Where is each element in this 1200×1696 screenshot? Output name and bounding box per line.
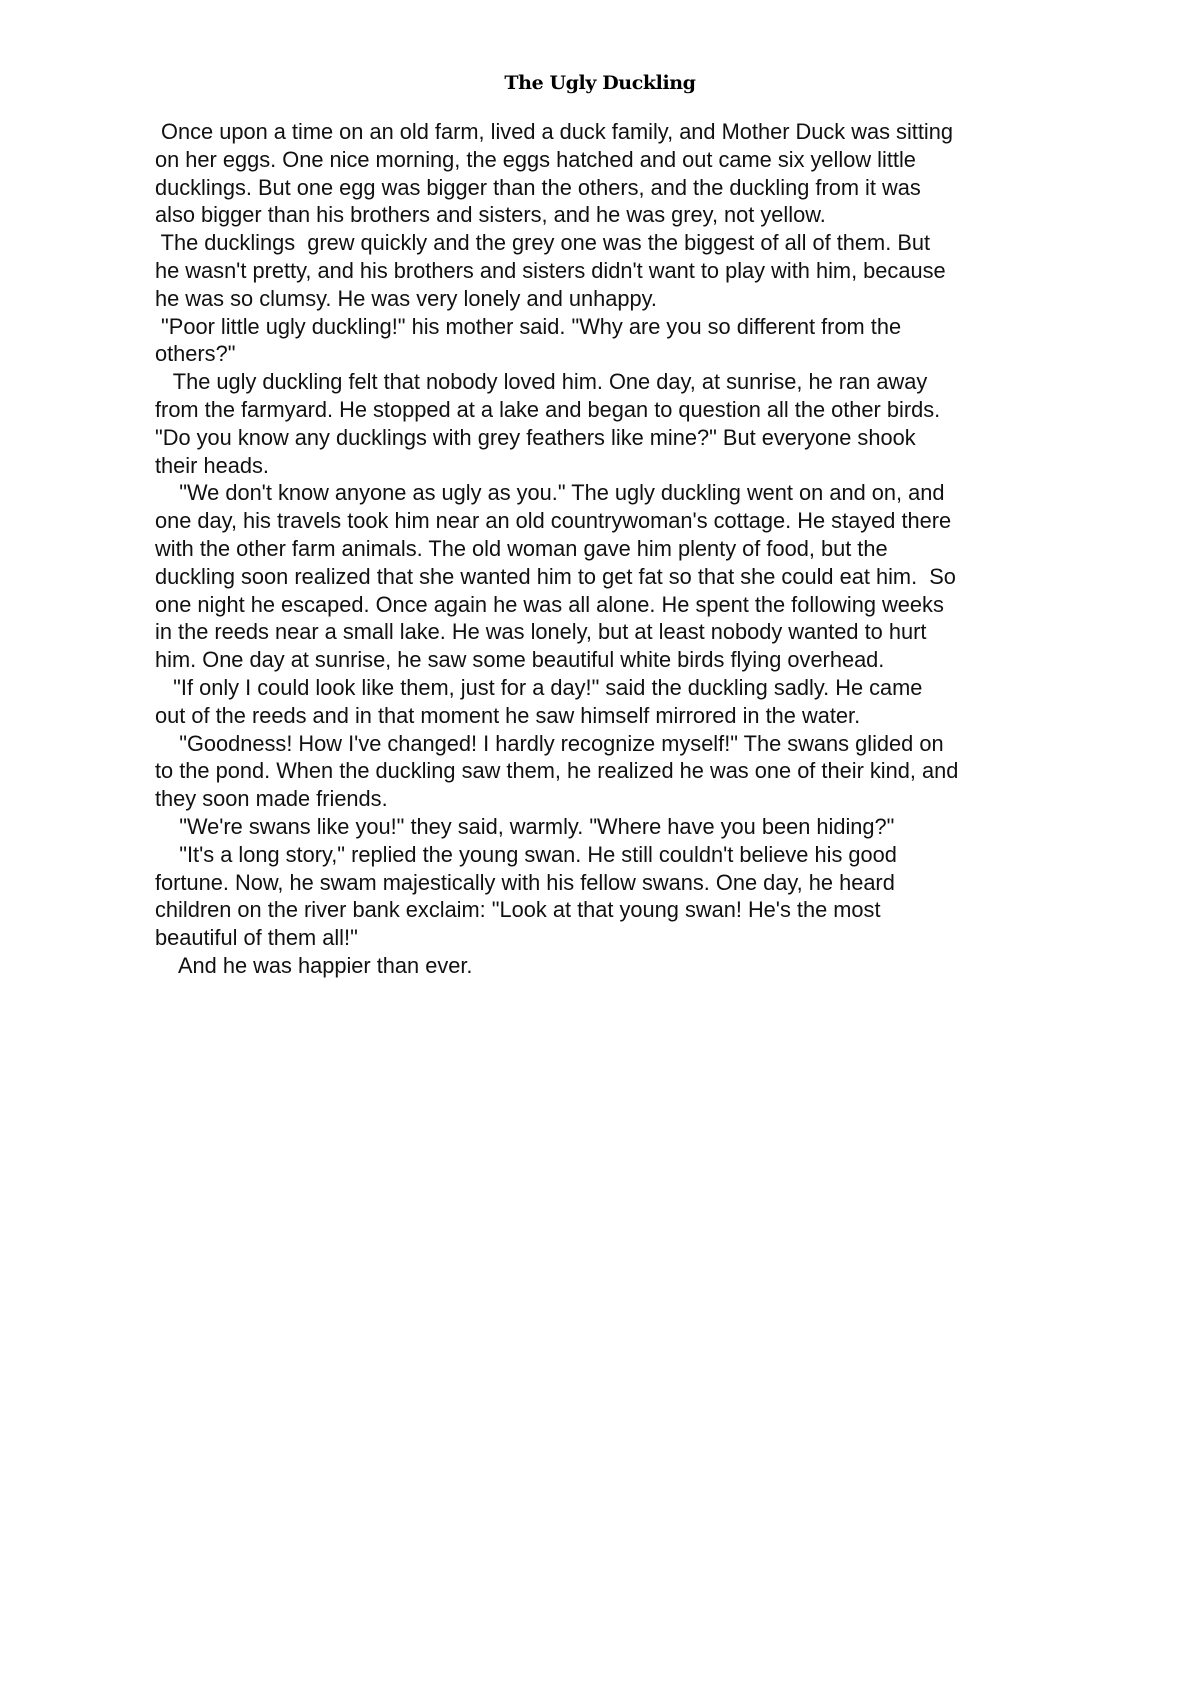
story-line: "Poor little ugly duckling!" his mother said. "Why are you so different from the: [155, 313, 902, 339]
story-line: one night he escaped. Once again he was all alone. He spent the following weeks: [155, 591, 944, 617]
story-line: out of the reeds and in that moment he saw himself mirrored in the water.: [155, 702, 861, 728]
story-line: him. One day at sunrise, he saw some beautiful white birds flying overhead.: [155, 647, 885, 673]
story-line: The ducklings grew quickly and the grey one was the biggest of all of them. But: [155, 230, 931, 256]
story-line: The ugly duckling felt that nobody loved him. One day, at sunrise, he ran away: [155, 369, 928, 395]
story-line: children on the river bank exclaim: "Look at that young swan! He's the most: [155, 897, 881, 923]
story-line: their heads.: [155, 452, 269, 478]
story-body: [155, 118, 1055, 980]
story-line: to the pond. When the duckling saw them, he realized he was one of their kind, and: [155, 758, 959, 784]
story-line: ducklings. But one egg was bigger than the others, and the duckling from it was: [155, 174, 921, 200]
story-line: from the farmyard. He stopped at a lake and began to question all the other birds.: [155, 396, 941, 422]
story-line: on her eggs. One nice morning, the eggs hatched and out came six yellow little: [155, 146, 916, 172]
story-line: one day, his travels took him near an old countrywoman's cottage. He stayed there: [155, 508, 952, 534]
story-line: "We're swans like you!" they said, warmly. "Where have you been hiding?": [155, 813, 895, 839]
story-line: duckling soon realized that she wanted him to get fat so that she could eat him. So: [155, 563, 956, 589]
story-line: Once upon a time on an old farm, lived a duck family, and Mother Duck was sitting: [155, 119, 953, 144]
story-line: he was so clumsy. He was very lonely and unhappy.: [155, 285, 657, 311]
story-line: also bigger than his brothers and sisters, and he was grey, not yellow.: [155, 202, 826, 228]
story-line: "Goodness! How I've changed! I hardly recognize myself!" The swans glided on: [155, 730, 944, 756]
story-line: beautiful of them all!": [155, 925, 358, 951]
document-title: The Ugly Duckling: [504, 72, 696, 94]
story-line: in the reeds near a small lake. He was lonely, but at least nobody wanted to hurt: [155, 619, 927, 645]
story-line: "Do you know any ducklings with grey feathers like mine?" But everyone shook: [155, 424, 916, 450]
story-line: with the other farm animals. The old woman gave him plenty of food, but the: [155, 535, 888, 561]
story-line: "We don't know anyone as ugly as you." The ugly duckling went on and on, and: [155, 480, 945, 506]
story-line: they soon made friends.: [155, 786, 388, 812]
story-line: And he was happier than ever.: [155, 952, 473, 978]
story-line: fortune. Now, he swam majestically with his fellow swans. One day, he heard: [155, 869, 895, 895]
story-line: "It's a long story," replied the young swan. He still couldn't believe his good: [155, 841, 897, 867]
story-line: he wasn't pretty, and his brothers and sisters didn't want to play with him, because: [155, 257, 946, 283]
story-line: "If only I could look like them, just for a day!" said the duckling sadly. He came: [155, 674, 923, 700]
story-line: others?": [155, 341, 236, 367]
